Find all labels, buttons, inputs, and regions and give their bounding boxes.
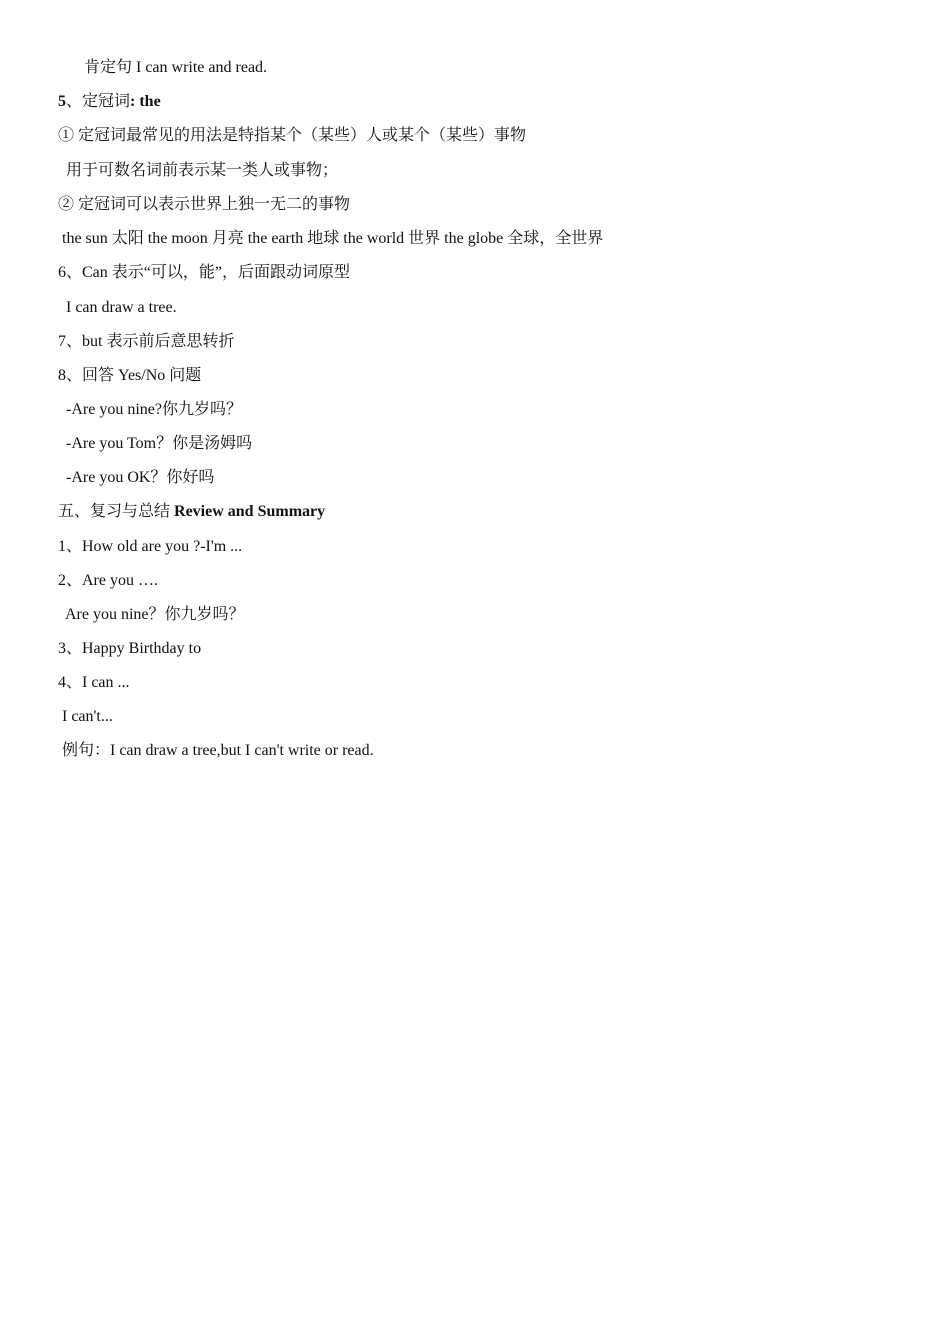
- text-line: [62, 741, 374, 761]
- section-title: 五、复习与总结: [58, 503, 175, 520]
- text-line: [58, 332, 234, 352]
- text-line: [58, 126, 526, 146]
- text-line: [58, 263, 350, 283]
- text-line: [58, 673, 130, 693]
- text-line: [65, 605, 245, 625]
- rule-text: 8、回答 Yes/No 问题: [58, 367, 202, 384]
- text-line: [66, 400, 242, 420]
- example-text: -Are you Tom？你是汤姆吗: [66, 435, 253, 452]
- text-line: [58, 639, 201, 659]
- text-line: [84, 58, 267, 78]
- text-line: [62, 229, 603, 249]
- review-item: 4、I can ...: [58, 674, 130, 691]
- review-item: 1、How old are you ?-I'm ...: [58, 538, 243, 555]
- rule-text: 7、but 表示前后意思转折: [58, 333, 235, 350]
- text-line: [58, 571, 158, 591]
- review-item: 2、Are you ….: [58, 572, 158, 589]
- example-text: the sun 太阳 the moon 月亮 the earth 地球 the world 世界 the globe 全球，全世界: [62, 230, 604, 247]
- text-line: [62, 707, 113, 727]
- text-line: [66, 161, 338, 181]
- section-title: 、定冠词: [66, 93, 131, 110]
- rule-text: 用于可数名词前表示某一类人或事物；: [66, 162, 339, 179]
- example-text: I can draw a tree.: [66, 299, 177, 316]
- example-sentence: 例句：I can draw a tree,but I can't write or read.: [62, 742, 374, 759]
- text-line: [66, 434, 252, 454]
- section-heading-review: [58, 502, 325, 522]
- section-heading-definite-article: [58, 92, 161, 112]
- rule-text: ① 定冠词最常见的用法是特指某个（某些）人或某个（某些）事物: [58, 127, 527, 144]
- example-text: -Are you OK？你好吗: [66, 469, 215, 486]
- review-item: 3、Happy Birthday to: [58, 640, 202, 657]
- text-line: [58, 195, 350, 215]
- example-text: I can't...: [62, 708, 113, 725]
- section-title-bold: Review and Summary: [174, 503, 326, 520]
- text-line: [66, 468, 214, 488]
- text-line: [66, 298, 177, 318]
- section-number: 5: [58, 93, 66, 110]
- section-title-bold: : the: [130, 93, 161, 110]
- text-line: [58, 537, 242, 557]
- example-text: -Are you nine?你九岁吗？: [66, 401, 242, 418]
- rule-text: 6、Can 表示“可以，能”，后面跟动词原型: [58, 264, 350, 281]
- affirmative-sentence: 肯定句 I can write and read.: [84, 59, 268, 76]
- rule-text: ② 定冠词可以表示世界上独一无二的事物: [58, 196, 351, 213]
- text-line: [58, 366, 201, 386]
- example-text: Are you nine？你九岁吗？: [65, 606, 245, 623]
